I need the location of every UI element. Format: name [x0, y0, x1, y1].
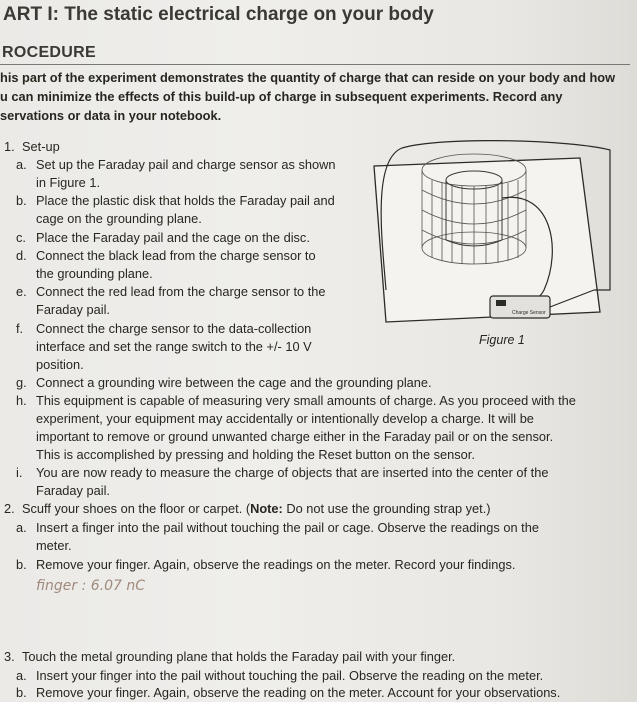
step1-label: Set-up [22, 139, 60, 154]
step2b-line-1: Remove your finger. Again, observe the readings on the meter. Record your findings. [36, 557, 516, 572]
sensor-label: Charge Sensor [512, 310, 546, 316]
section-heading: ROCEDURE [2, 44, 96, 61]
step2-text-pre: Scuff your shoes on the floor or carpet. ( [22, 501, 251, 516]
step2-number: 2. [4, 501, 15, 516]
heading-rule [0, 64, 630, 65]
step2-text [22, 500, 491, 518]
step1f-marker: f. [16, 321, 24, 336]
step1f-line-3: position. [36, 357, 84, 372]
step1g-line-1: Connect a grounding wire between the cage and the grounding plane. [36, 375, 432, 390]
step3-text: Touch the metal grounding plane that holds the Faraday pail with your finger. [22, 649, 456, 664]
step1f-line-1: Connect the charge sensor to the data-collection [36, 321, 312, 336]
step1b-line-1: Place the plastic disk that holds the Faraday pail and [36, 193, 335, 208]
step1a-marker: a. [16, 157, 27, 172]
step1h-line-1: This equipment is capable of measuring very small amounts of charge. As you proceed with the [36, 393, 576, 408]
step3-number: 3. [4, 649, 15, 664]
step1i-line-2: Faraday pail. [36, 483, 110, 498]
step1d-marker: d. [16, 248, 27, 263]
step1i-marker: i. [16, 465, 23, 480]
step1a-line-1: Set up the Faraday pail and charge sensor as shown [36, 157, 336, 172]
intro-line-1: his part of the experiment demonstrates the quantity of charge that can reside on your body and how [0, 70, 616, 85]
step2a-marker: a. [16, 520, 27, 535]
step1-number: 1. [4, 139, 15, 154]
step2a-line-2: meter. [36, 538, 72, 553]
intro-line-3: servations or data in your notebook. [0, 108, 222, 123]
step1b-marker: b. [16, 193, 27, 208]
intro-line-2: u can minimize the effects of this build-up of charge in subsequent experiments. Record any [0, 89, 563, 104]
step1h-line-2: experiment, your equipment may accidentally or intentionally develop a charge. It will be [36, 411, 534, 426]
step1d-line-2: the grounding plane. [36, 266, 153, 281]
figure-caption: Figure 1 [479, 333, 525, 347]
step3a-marker: a. [16, 668, 27, 683]
step3a-line-1: Insert your finger into the pail without touching the pail. Observe the reading on the meter. [36, 668, 544, 683]
step1c-line-1: Place the Faraday pail and the cage on the disc. [36, 230, 310, 245]
step2-text-post: Do not use the grounding strap yet.) [282, 501, 491, 516]
step1i-line-1: You are now ready to measure the charge of objects that are inserted into the center of the [36, 465, 549, 480]
step1g-marker: g. [16, 375, 27, 390]
step2b-marker: b. [16, 557, 27, 572]
step1e-line-1: Connect the red lead from the charge sensor to the [36, 284, 326, 299]
faraday-pail-figure [362, 140, 622, 360]
step2-note-label: Note: [250, 501, 283, 516]
step1e-line-2: Faraday pail. [36, 302, 110, 317]
step3b-line-1: Remove your finger. Again, observe the reading on the meter. Account for your observations. [36, 685, 561, 700]
step1d-line-1: Connect the black lead from the charge sensor to [36, 248, 316, 263]
step1b-line-2: cage on the grounding plane. [36, 211, 202, 226]
step1h-line-3: important to remove or ground unwanted charge either in the Faraday pail or on the sensor. [36, 429, 554, 444]
page-title: ART I: The static electrical charge on your body [3, 4, 434, 25]
step1a-line-2: in Figure 1. [36, 175, 101, 190]
step1e-marker: e. [16, 284, 27, 299]
handwritten-finger-reading: finger : 6.07 nC [36, 578, 146, 594]
grounding-plane [374, 158, 600, 322]
step1h-marker: h. [16, 393, 27, 408]
step1c-marker: c. [16, 230, 26, 245]
step2a-line-1: Insert a finger into the pail without touching the pail or cage. Observe the readings on the [36, 520, 539, 535]
step1f-line-2: interface and set the range switch to the +/- 10 V [36, 339, 312, 354]
step1h-line-4: This is accomplished by pressing and holding the Reset button on the sensor. [36, 447, 475, 462]
step3b-marker: b. [16, 685, 27, 700]
